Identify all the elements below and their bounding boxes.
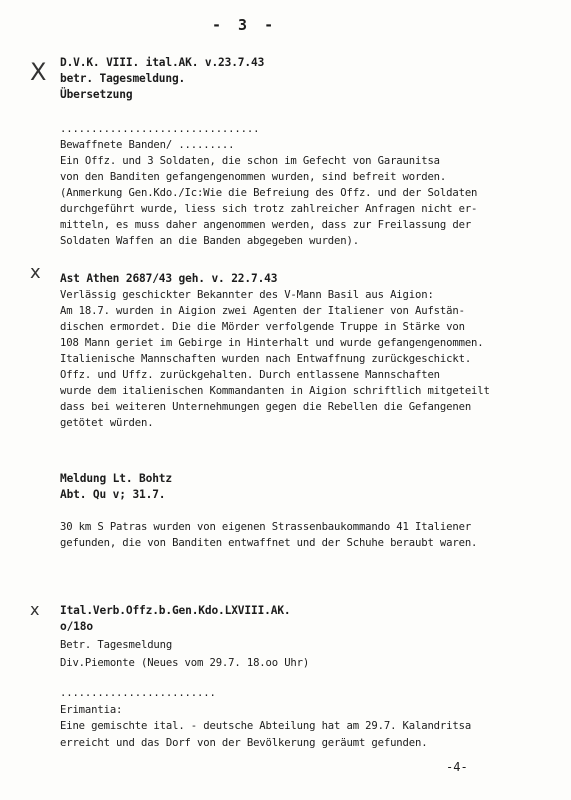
report-subheading: Übersetzung (60, 88, 133, 101)
margin-mark: x (30, 600, 40, 619)
margin-mark: X (30, 58, 47, 86)
report-header: Meldung Lt. Bohtz (60, 472, 172, 485)
report-header: D.V.K. VIII. ital.AK. v.23.7.43 (60, 56, 265, 69)
text-line: Erimantia: (60, 704, 123, 716)
text-line: dischen ermordet. Die die Mörder verfolgende Truppe in Stärke von (60, 321, 465, 333)
text-line: (Anmerkung Gen.Kdo./Ic:Wie die Befreiung des Offz. und der Soldaten (60, 187, 478, 199)
text-line: Am 18.7. wurden in Aigion zwei Agenten der Italiener von Aufstän- (60, 305, 465, 317)
text-line: erreicht und das Dorf von der Bevölkerung geräumt gefunden. (60, 737, 428, 749)
text-line: Soldaten Waffen an die Banden abgegeben wurden). (60, 235, 359, 247)
text-line: Verlässig geschickter Bekannter des V-Mann Basil aus Aigion: (60, 289, 434, 301)
text-line: wurde dem italienischen Kommandanten in Aigion schriftlich mitgeteilt (60, 385, 490, 397)
text-line: Bewaffnete Banden/ ......... (60, 139, 235, 151)
text-line: Div.Piemonte (Neues vom 29.7. 18.oo Uhr) (60, 657, 310, 669)
report-subject: betr. Tagesmeldung. (60, 72, 186, 85)
text-line: Italienische Mannschaften wurden nach Entwaffnung zurückgeschickt. (60, 353, 472, 365)
text-line: gefunden, die von Banditen entwaffnet und der Schuhe beraubt waren. (60, 537, 478, 549)
report-subject: Abt. Qu v; 31.7. (60, 488, 166, 501)
text-line: Ein Offz. und 3 Soldaten, die schon im Gefecht von Garaunitsa (60, 155, 440, 167)
text-line: durchgeführt wurde, liess sich trotz zahlreicher Anfragen nicht er- (60, 203, 478, 215)
text-line: 108 Mann geriet im Gebirge in Hinterhalt und wurde gefangengenommen. (60, 337, 484, 349)
dotted-separator: ................................ (60, 123, 260, 135)
report-header: Ital.Verb.Offz.b.Gen.Kdo.LXVIII.AK. (60, 604, 291, 617)
dotted-separator: ......................... (60, 687, 216, 699)
text-line: Eine gemischte ital. - deutsche Abteilung hat am 29.7. Kalandritsa (60, 720, 472, 732)
page-number: - 3 - (212, 16, 278, 34)
text-line: dass bei weiteren Unternehmungen gegen die Rebellen die Gefangenen (60, 401, 472, 413)
text-line: 30 km S Patras wurden von eigenen Strassenbaukommando 41 Italiener (60, 521, 472, 533)
text-line: von den Banditen gefangengenommen wurden, sind befreit worden. (60, 171, 447, 183)
text-line: mitteln, es muss daher angenommen werden, dass zur Freilassung der (60, 219, 472, 231)
text-line: getötet würden. (60, 417, 154, 429)
report-header: Ast Athen 2687/43 geh. v. 22.7.43 (60, 272, 278, 285)
report-subject: Betr. Tagesmeldung (60, 639, 173, 651)
text-line: Offz. und Uffz. zurückgehalten. Durch entlassene Mannschaften (60, 369, 440, 381)
next-page-number: -4- (446, 760, 468, 774)
report-reference: o/18o (60, 620, 93, 633)
margin-mark: x (30, 262, 41, 283)
